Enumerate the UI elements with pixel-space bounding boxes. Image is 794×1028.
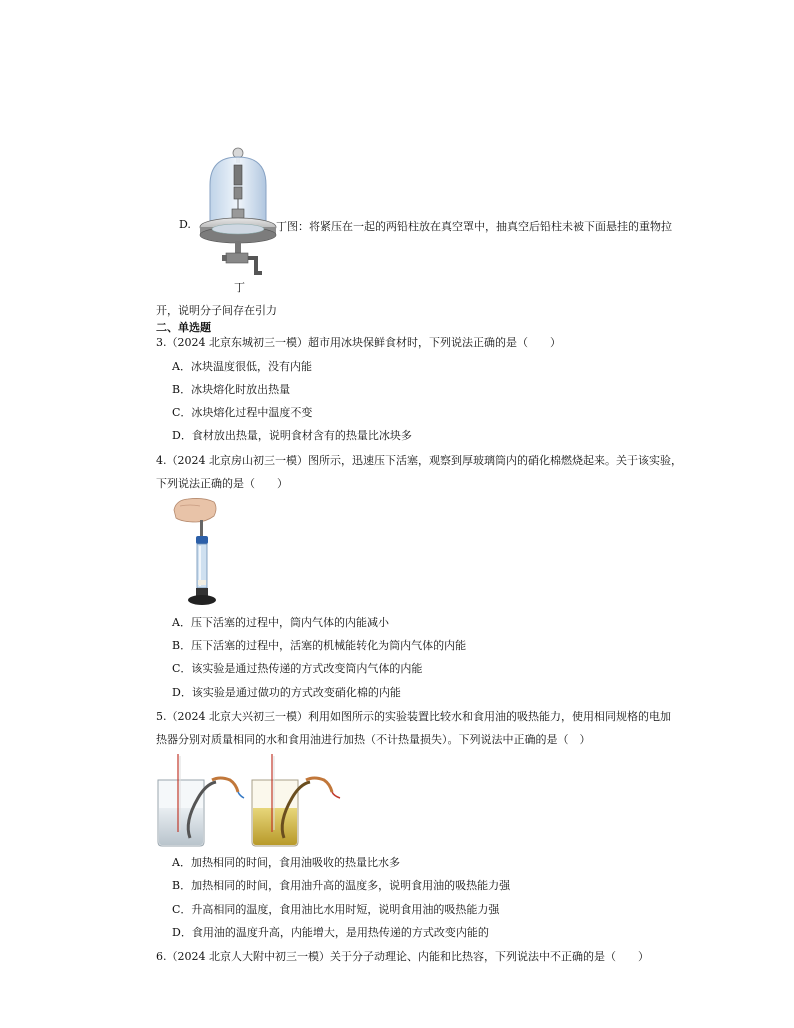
beakers-figure: [154, 752, 346, 848]
question-5-stem-line-1: 5.（2024 北京大兴初三一模）利用如图所示的实验装置比较水和食用油的吸热能力，使用相同规格的电加: [156, 710, 671, 723]
question-4-option-b: B．压下活塞的过程中，活塞的机械能转化为筒内气体的内能: [172, 639, 467, 652]
bell-jar-figure: [196, 143, 282, 293]
question-3-option-b: B．冰块熔化时放出热量: [172, 383, 291, 396]
option-d-continuation: 开，说明分子间存在引力: [156, 304, 277, 317]
question-4-option-a: A．压下活塞的过程中，筒内气体的内能减小: [172, 616, 389, 629]
question-5-option-a: A．加热相同的时间，食用油吸收的热量比水多: [172, 856, 400, 869]
question-4-stem-line-2: 下列说法正确的是（ ）: [156, 477, 288, 490]
question-5-option-d: D．食用油的温度升高，内能增大，是用热传递的方式改变内能的: [172, 926, 489, 939]
option-d-text: 丁图：将紧压在一起的两铅柱放在真空罩中，抽真空后铅柱未被下面悬挂的重物拉: [276, 220, 672, 233]
question-5-option-b: B．加热相同的时间，食用油升高的温度多，说明食用油的吸热能力强: [172, 879, 511, 892]
question-3-option-d: D．食材放出热量，说明食材含有的热量比冰块多: [172, 429, 412, 442]
figure-label: 丁: [234, 281, 245, 293]
question-5-stem-line-2: 热器分别对质量相同的水和食用油进行加热（不计热量损失）。下列说法中正确的是（ ）: [156, 733, 591, 746]
question-4-option-c: C．该实验是通过热传递的方式改变筒内气体的内能: [172, 662, 423, 675]
fire-syringe-figure: [170, 496, 226, 608]
question-3-option-c: C．冰块熔化过程中温度不变: [172, 406, 313, 419]
question-5-option-c: C．升高相同的温度，食用油比水用时短，说明食用油的吸热能力强: [172, 903, 500, 916]
question-3-option-a: A．冰块温度很低，没有内能: [172, 360, 312, 373]
question-3-stem: 3.（2024 北京东城初三一模）超市用冰块保鲜食材时，下列说法正确的是（ ）: [156, 336, 561, 349]
question-4-stem-line-1: 4.（2024 北京房山初三一模）图所示，迅速压下活塞，观察到厚玻璃筒内的硝化棉燃烧起来。关于该实验，: [156, 454, 682, 467]
question-4-option-d: D．该实验是通过做功的方式改变硝化棉的内能: [172, 686, 401, 699]
option-d-letter: D.: [179, 218, 191, 231]
question-6-stem: 6.（2024 北京人大附中初三一模）关于分子动理论、内能和比热容，下列说法中不正确的是（ ）: [156, 950, 649, 963]
section-title: 二、单选题: [156, 321, 211, 334]
